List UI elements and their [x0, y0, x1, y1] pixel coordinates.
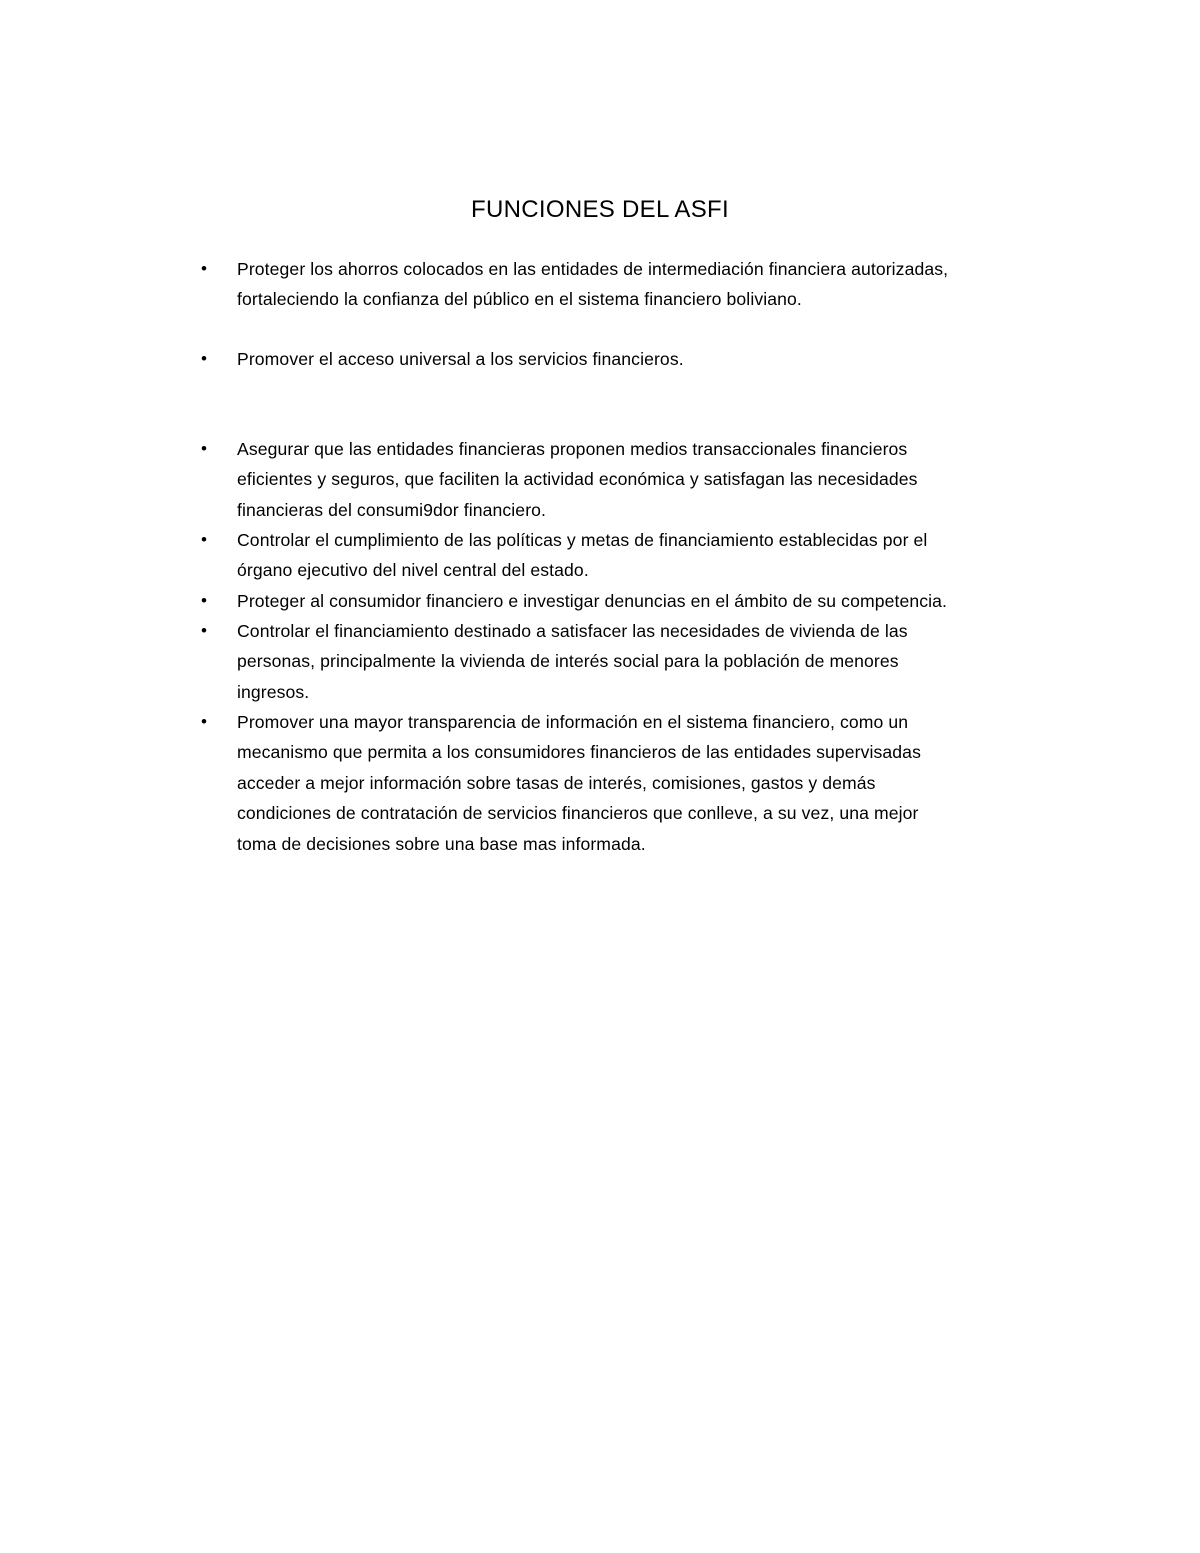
- list-item-line: Controlar el cumplimiento de las políticas y metas de financiamiento establecidas por el: [237, 530, 928, 550]
- list-item: [201, 586, 1037, 616]
- list-item-line: Proteger al consumidor financiero e investigar denuncias en el ámbito de su competencia.: [237, 591, 948, 611]
- list-item-line: Proteger los ahorros colocados en las entidades de intermediación financiera autorizadas,: [237, 259, 949, 279]
- list-item-line: personas, principalmente la vivienda de interés social para la población de menores: [237, 651, 899, 672]
- list-item-line: condiciones de contratación de servicios financieros que conlleve, a su vez, una mejor: [237, 803, 919, 824]
- list-item-line: acceder a mejor información sobre tasas de interés, comisiones, gastos y demás: [237, 772, 876, 793]
- list-item-line: Promover el acceso universal a los servicios financieros.: [237, 349, 684, 369]
- list-item-line: Controlar el financiamiento destinado a satisfacer las necesidades de vivienda de las: [237, 621, 908, 641]
- bullet-icon: •: [201, 439, 208, 458]
- list-item: [201, 344, 1037, 374]
- bullet-icon: •: [201, 349, 208, 368]
- list-item-line: fortaleciendo la confianza del público en el sistema financiero boliviano.: [237, 289, 802, 310]
- bullet-icon: •: [201, 259, 208, 278]
- list-item-line: toma de decisiones sobre una base mas informada.: [237, 833, 646, 854]
- list-item-line: financieras del consumi9dor financiero.: [237, 499, 547, 520]
- list-item-line: órgano ejecutivo del nivel central del estado.: [237, 560, 589, 581]
- bullet-icon: •: [201, 530, 208, 549]
- bullet-icon: •: [201, 712, 208, 731]
- bullet-icon: •: [201, 591, 208, 610]
- list-item: [201, 707, 1037, 859]
- list-item-line: mecanismo que permita a los consumidores financieros de las entidades supervisadas: [237, 742, 921, 763]
- list-item-line: Promover una mayor transparencia de información en el sistema financiero, como un: [237, 712, 909, 732]
- list-item-line: ingresos.: [237, 681, 310, 702]
- list-item: [201, 525, 1037, 586]
- list-item: [201, 616, 1037, 707]
- page-title: FUNCIONES DEL ASFI: [471, 196, 729, 223]
- list-item: [201, 254, 1037, 315]
- list-item-line: Asegurar que las entidades financieras proponen medios transaccionales financieros: [237, 439, 908, 459]
- list-item-line: eficientes y seguros, que faciliten la actividad económica y satisfagan las necesidades: [237, 469, 918, 490]
- list-item: [201, 434, 1037, 525]
- bullet-icon: •: [201, 621, 208, 640]
